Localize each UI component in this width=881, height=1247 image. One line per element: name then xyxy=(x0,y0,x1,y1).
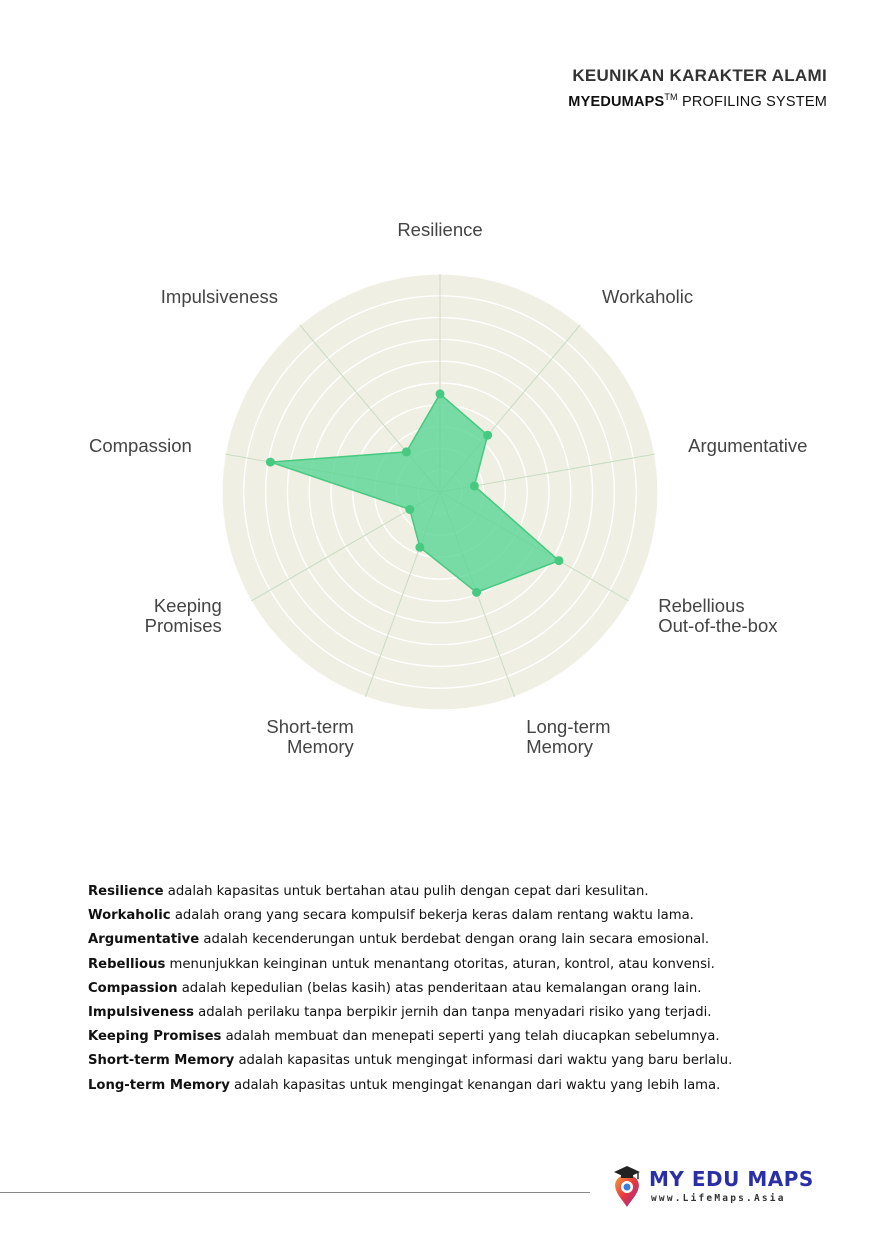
definition-text: adalah kapasitas untuk mengingat kenangan dari waktu yang lebih lama. xyxy=(229,1077,721,1093)
brand-name: MYEDUMAPS xyxy=(568,93,665,110)
definition-text: adalah kapasitas untuk bertahan atau pulih dengan cepat dari kesulitan. xyxy=(163,884,649,899)
radar-axis-label xyxy=(688,435,807,456)
definition-text: adalah kepedulian (belas kasih) atas penderitaan atau kemalangan orang lain. xyxy=(177,980,702,996)
radar-axis-label-line: Impulsiveness xyxy=(160,285,279,307)
logo-url: www.LifeMaps.Asia xyxy=(651,1193,786,1204)
radar-axis-label xyxy=(397,219,482,240)
radar-data-point xyxy=(472,588,481,597)
definition-row xyxy=(88,953,818,977)
radar-axis-label-line: Out-of-the-box xyxy=(658,615,778,636)
definition-term: Keeping Promises xyxy=(88,1029,222,1045)
radar-axis-label-line: Promises xyxy=(144,615,222,636)
map-pin-graduation-cap-icon xyxy=(607,1165,647,1209)
definition-text: adalah kecenderungan untuk berdebat dengan orang lain secara emosional. xyxy=(199,932,710,948)
system-label: PROFILING SYSTEM xyxy=(677,93,827,110)
radar-axis-label xyxy=(145,595,222,636)
logo xyxy=(607,1165,837,1215)
radar-data-point xyxy=(402,447,411,456)
radar-axis-label-line: Resilience xyxy=(397,219,483,240)
header xyxy=(568,66,827,110)
definition-text: adalah kapasitas untuk mengingat informasi dari waktu yang baru berlalu. xyxy=(234,1053,733,1069)
radar-axis-label-line: Memory xyxy=(526,735,594,757)
radar-axis-label-line: Short-term xyxy=(266,715,354,737)
radar-axis-label xyxy=(526,716,610,757)
definition-term: Impulsiveness xyxy=(88,1005,194,1021)
definition-term: Workaholic xyxy=(88,908,171,924)
definition-text: adalah orang yang secara kompulsif bekerja keras dalam rentang waktu lama. xyxy=(170,908,694,924)
radar-data-point xyxy=(266,458,275,467)
radar-axis-label xyxy=(266,716,354,757)
definition-term: Short-term Memory xyxy=(88,1053,235,1069)
radar-axis-label-line: Compassion xyxy=(89,435,192,457)
definition-row xyxy=(88,1074,818,1098)
definition-row xyxy=(88,1049,818,1073)
page-title: KEUNIKAN KARAKTER ALAMI xyxy=(572,66,827,85)
radar-axis-label-line: Memory xyxy=(286,735,354,757)
definition-term: Resilience xyxy=(88,884,164,899)
page-subtitle xyxy=(568,92,827,110)
radar-axis-label xyxy=(161,286,278,307)
definition-row xyxy=(88,928,818,952)
definition-row xyxy=(88,977,818,1001)
radar-axis-label-line: Workaholic xyxy=(601,285,694,307)
definition-term: Long-term Memory xyxy=(88,1077,230,1093)
trademark: TM xyxy=(664,92,678,102)
definition-row xyxy=(88,904,818,928)
definition-term: Rebellious xyxy=(88,956,166,972)
radar-data-point xyxy=(415,543,424,552)
definition-text: adalah perilaku tanpa berpikir jernih dan tanpa menyadari risiko yang terjadi. xyxy=(193,1005,712,1021)
radar-data-point xyxy=(405,505,414,514)
definition-text: menunjukkan keinginan untuk menantang otoritas, aturan, kontrol, atau konvensi. xyxy=(165,956,715,972)
radar-axis-label xyxy=(602,286,693,307)
radar-axis-label-line: Rebellious xyxy=(658,595,745,616)
radar-axis-label-line: Argumentative xyxy=(688,435,808,457)
radar-axis-label-line: Long-term xyxy=(526,715,611,737)
definitions-list xyxy=(88,880,818,1098)
radar-axis-label xyxy=(89,435,192,456)
definition-row xyxy=(88,880,818,904)
radar-chart xyxy=(0,200,881,780)
definition-row xyxy=(88,1025,818,1049)
radar-data-point xyxy=(483,431,492,440)
logo-name: MY EDU MAPS xyxy=(649,1167,814,1191)
radar-data-point xyxy=(554,556,563,565)
definition-term: Compassion xyxy=(88,980,178,996)
definition-text: adalah membuat dan menepati seperti yang telah diucapkan sebelumnya. xyxy=(221,1029,720,1045)
definition-row xyxy=(88,1001,818,1025)
definition-term: Argumentative xyxy=(88,932,200,948)
radar-axis-label xyxy=(658,595,778,636)
footer-divider xyxy=(0,1192,590,1193)
radar-data-point xyxy=(436,389,445,398)
radar-data-point xyxy=(470,481,479,490)
radar-axis-label-line: Keeping xyxy=(153,595,222,616)
